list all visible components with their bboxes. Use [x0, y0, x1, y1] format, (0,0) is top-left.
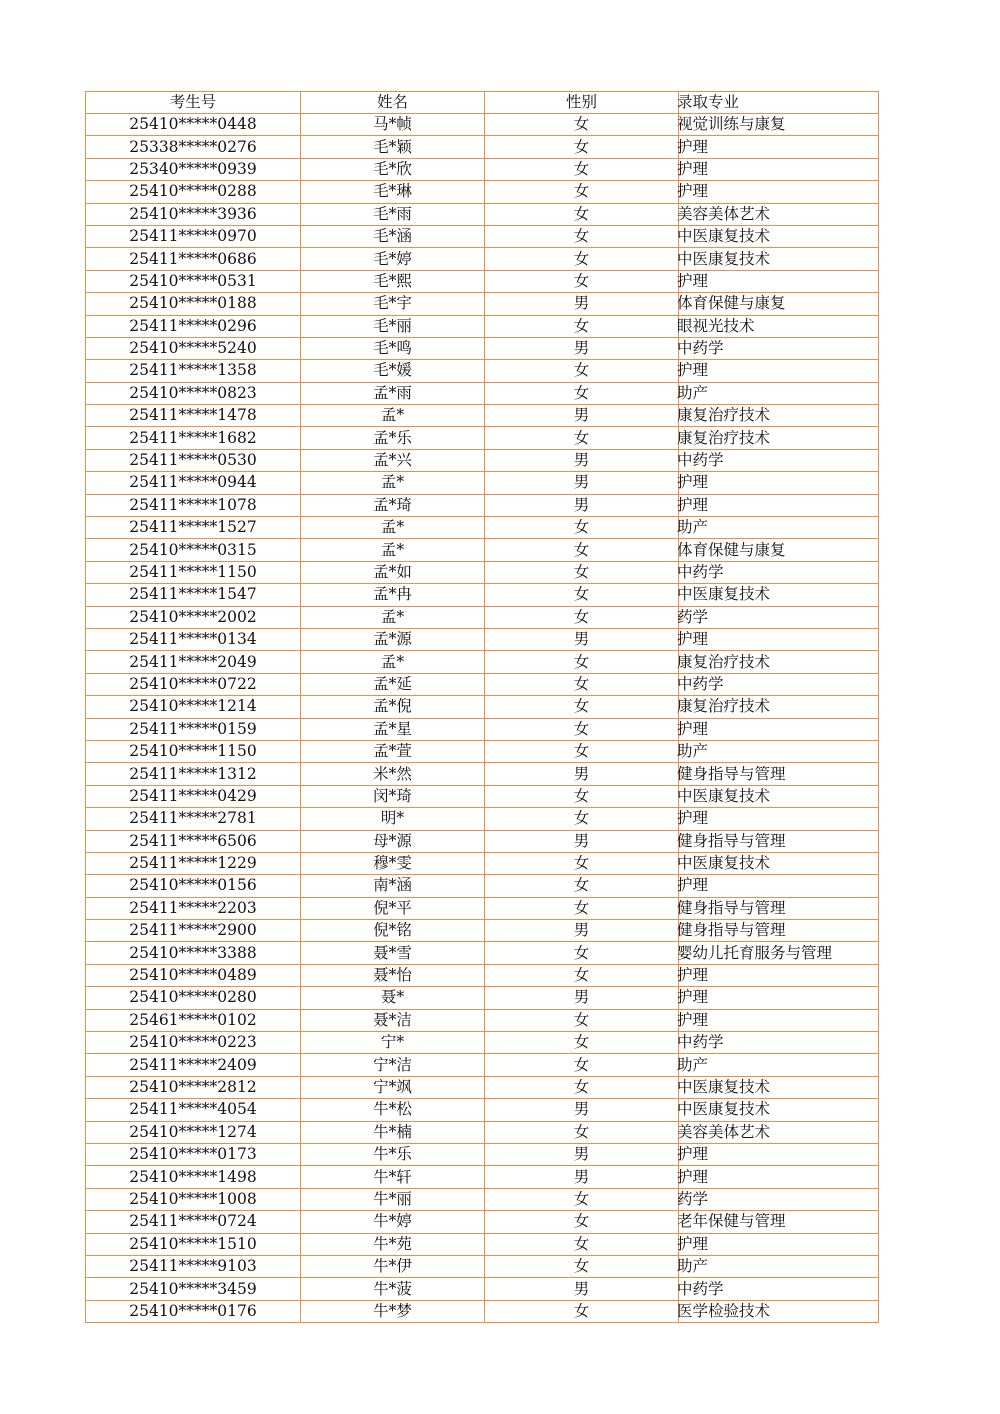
table-row — [86, 920, 879, 942]
cell-exam-id: 25411*****0530 — [86, 449, 301, 471]
cell-name: 聂*怡 — [301, 964, 485, 986]
table-row — [86, 964, 879, 986]
cell-exam-id: 25410*****0280 — [86, 987, 301, 1009]
table-row — [86, 248, 879, 270]
cell-major: 中药学 — [679, 673, 879, 695]
cell-major: 中医康复技术 — [679, 248, 879, 270]
cell-name: 倪*平 — [301, 897, 485, 919]
cell-major: 中医康复技术 — [679, 852, 879, 874]
cell-major: 美容美体艺术 — [679, 1121, 879, 1143]
cell-gender: 女 — [485, 427, 679, 449]
cell-gender: 女 — [485, 651, 679, 673]
table-row — [86, 1009, 879, 1031]
table-row — [86, 696, 879, 718]
cell-major: 护理 — [679, 270, 879, 292]
cell-major: 中医康复技术 — [679, 785, 879, 807]
cell-name: 闵*琦 — [301, 785, 485, 807]
cell-name: 孟*倪 — [301, 696, 485, 718]
cell-gender: 女 — [485, 785, 679, 807]
cell-name: 孟* — [301, 472, 485, 494]
cell-name: 倪*铭 — [301, 920, 485, 942]
cell-name: 明* — [301, 808, 485, 830]
cell-name: 毛*鸣 — [301, 337, 485, 359]
cell-exam-id: 25411*****2409 — [86, 1054, 301, 1076]
table-row — [86, 360, 879, 382]
cell-exam-id: 25340*****0939 — [86, 158, 301, 180]
cell-exam-id: 25411*****1358 — [86, 360, 301, 382]
cell-major: 护理 — [679, 1009, 879, 1031]
cell-major: 护理 — [679, 158, 879, 180]
cell-gender: 男 — [485, 763, 679, 785]
cell-name: 宁* — [301, 1032, 485, 1054]
cell-major: 护理 — [679, 181, 879, 203]
cell-gender: 女 — [485, 517, 679, 539]
cell-exam-id: 25411*****0159 — [86, 718, 301, 740]
cell-exam-id: 25410*****0288 — [86, 181, 301, 203]
cell-gender: 女 — [485, 1009, 679, 1031]
cell-name: 孟*萱 — [301, 740, 485, 762]
cell-gender: 女 — [485, 852, 679, 874]
cell-gender: 女 — [485, 1054, 679, 1076]
cell-exam-id: 25410*****0223 — [86, 1032, 301, 1054]
table-row — [86, 852, 879, 874]
cell-name: 聂*洁 — [301, 1009, 485, 1031]
table-row — [86, 1032, 879, 1054]
cell-name: 牛*丽 — [301, 1188, 485, 1210]
table-row — [86, 449, 879, 471]
cell-gender: 男 — [485, 628, 679, 650]
cell-gender: 女 — [485, 114, 679, 136]
cell-name: 毛*熙 — [301, 270, 485, 292]
table-row — [86, 517, 879, 539]
cell-name: 毛*婷 — [301, 248, 485, 270]
cell-exam-id: 25410*****0188 — [86, 293, 301, 315]
cell-name: 聂*雪 — [301, 942, 485, 964]
cell-major: 中药学 — [679, 1032, 879, 1054]
cell-gender: 女 — [485, 1032, 679, 1054]
cell-name: 孟*琦 — [301, 494, 485, 516]
cell-name: 马*帧 — [301, 114, 485, 136]
table-row — [86, 181, 879, 203]
cell-gender: 女 — [485, 1211, 679, 1233]
cell-gender: 女 — [485, 382, 679, 404]
cell-gender: 女 — [485, 1233, 679, 1255]
cell-name: 孟* — [301, 405, 485, 427]
cell-gender: 女 — [485, 673, 679, 695]
cell-exam-id: 25410*****1510 — [86, 1233, 301, 1255]
cell-name: 孟* — [301, 517, 485, 539]
cell-gender: 男 — [485, 494, 679, 516]
cell-name: 孟* — [301, 606, 485, 628]
cell-exam-id: 25410*****3936 — [86, 203, 301, 225]
cell-name: 母*源 — [301, 830, 485, 852]
cell-exam-id: 25411*****0970 — [86, 225, 301, 247]
cell-name: 宁*洁 — [301, 1054, 485, 1076]
cell-gender: 女 — [485, 248, 679, 270]
table-row — [86, 427, 879, 449]
cell-major: 康复治疗技术 — [679, 696, 879, 718]
table-row — [86, 628, 879, 650]
cell-exam-id: 25411*****2049 — [86, 651, 301, 673]
cell-exam-id: 25411*****6506 — [86, 830, 301, 852]
cell-gender: 男 — [485, 405, 679, 427]
cell-exam-id: 25410*****0315 — [86, 539, 301, 561]
cell-major: 中医康复技术 — [679, 1076, 879, 1098]
cell-exam-id: 25410*****0176 — [86, 1300, 301, 1322]
cell-major: 体育保健与康复 — [679, 539, 879, 561]
cell-name: 牛*松 — [301, 1099, 485, 1121]
cell-major: 护理 — [679, 718, 879, 740]
table-row — [86, 1076, 879, 1098]
cell-name: 毛*媛 — [301, 360, 485, 382]
cell-name: 牛*楠 — [301, 1121, 485, 1143]
cell-gender: 女 — [485, 225, 679, 247]
cell-gender: 女 — [485, 897, 679, 919]
cell-major: 康复治疗技术 — [679, 405, 879, 427]
cell-exam-id: 25411*****2781 — [86, 808, 301, 830]
cell-major: 护理 — [679, 494, 879, 516]
cell-exam-id: 25338*****0276 — [86, 136, 301, 158]
cell-gender: 女 — [485, 270, 679, 292]
cell-gender: 女 — [485, 875, 679, 897]
cell-name: 牛*伊 — [301, 1255, 485, 1277]
table-row — [86, 315, 879, 337]
cell-gender: 男 — [485, 830, 679, 852]
cell-name: 孟*延 — [301, 673, 485, 695]
cell-gender: 女 — [485, 606, 679, 628]
cell-name: 毛*丽 — [301, 315, 485, 337]
cell-gender: 女 — [485, 1255, 679, 1277]
table-row — [86, 1233, 879, 1255]
cell-exam-id: 25411*****1150 — [86, 561, 301, 583]
cell-exam-id: 25410*****1008 — [86, 1188, 301, 1210]
cell-name: 牛*苑 — [301, 1233, 485, 1255]
cell-gender: 女 — [485, 1121, 679, 1143]
cell-major: 体育保健与康复 — [679, 293, 879, 315]
cell-gender: 女 — [485, 740, 679, 762]
table-row — [86, 270, 879, 292]
cell-exam-id: 25410*****2002 — [86, 606, 301, 628]
cell-major: 护理 — [679, 875, 879, 897]
cell-major: 美容美体艺术 — [679, 203, 879, 225]
table-row — [86, 494, 879, 516]
cell-exam-id: 25411*****0686 — [86, 248, 301, 270]
cell-gender: 女 — [485, 942, 679, 964]
cell-exam-id: 25410*****0722 — [86, 673, 301, 695]
cell-major: 药学 — [679, 1188, 879, 1210]
cell-exam-id: 25411*****0429 — [86, 785, 301, 807]
cell-name: 孟*冉 — [301, 584, 485, 606]
cell-major: 视觉训练与康复 — [679, 114, 879, 136]
cell-major: 护理 — [679, 136, 879, 158]
cell-exam-id: 25411*****1478 — [86, 405, 301, 427]
cell-gender: 女 — [485, 1300, 679, 1322]
table-row — [86, 561, 879, 583]
cell-gender: 女 — [485, 539, 679, 561]
cell-name: 毛*宇 — [301, 293, 485, 315]
table-row — [86, 1188, 879, 1210]
table-row — [86, 718, 879, 740]
header-row — [86, 92, 879, 114]
cell-exam-id: 25410*****0489 — [86, 964, 301, 986]
cell-name: 聂* — [301, 987, 485, 1009]
cell-gender: 女 — [485, 808, 679, 830]
cell-major: 中药学 — [679, 561, 879, 583]
cell-major: 助产 — [679, 1054, 879, 1076]
cell-major: 健身指导与管理 — [679, 897, 879, 919]
header-gender: 性别 — [485, 92, 679, 114]
cell-exam-id: 25411*****0724 — [86, 1211, 301, 1233]
cell-major: 护理 — [679, 628, 879, 650]
table-row — [86, 875, 879, 897]
cell-major: 中药学 — [679, 449, 879, 471]
header-major: 录取专业 — [679, 92, 879, 114]
cell-exam-id: 25410*****3388 — [86, 942, 301, 964]
table-row — [86, 897, 879, 919]
cell-major: 婴幼儿托育服务与管理 — [679, 942, 879, 964]
cell-name: 孟*星 — [301, 718, 485, 740]
cell-gender: 女 — [485, 696, 679, 718]
cell-major: 康复治疗技术 — [679, 651, 879, 673]
cell-name: 毛*欣 — [301, 158, 485, 180]
cell-major: 健身指导与管理 — [679, 920, 879, 942]
cell-gender: 男 — [485, 293, 679, 315]
cell-name: 牛*婷 — [301, 1211, 485, 1233]
cell-major: 健身指导与管理 — [679, 763, 879, 785]
cell-name: 牛*梦 — [301, 1300, 485, 1322]
cell-exam-id: 25410*****1214 — [86, 696, 301, 718]
table-row — [86, 673, 879, 695]
cell-major: 护理 — [679, 1166, 879, 1188]
cell-exam-id: 25411*****1547 — [86, 584, 301, 606]
table-body — [86, 114, 879, 1323]
cell-exam-id: 25411*****2203 — [86, 897, 301, 919]
cell-exam-id: 25410*****0173 — [86, 1143, 301, 1165]
cell-major: 健身指导与管理 — [679, 830, 879, 852]
cell-exam-id: 25410*****5240 — [86, 337, 301, 359]
cell-name: 孟*源 — [301, 628, 485, 650]
cell-exam-id: 25410*****1150 — [86, 740, 301, 762]
cell-name: 宁*飒 — [301, 1076, 485, 1098]
cell-exam-id: 25411*****1527 — [86, 517, 301, 539]
cell-name: 孟* — [301, 651, 485, 673]
cell-gender: 男 — [485, 920, 679, 942]
cell-name: 毛*涵 — [301, 225, 485, 247]
table-row — [86, 1121, 879, 1143]
cell-gender: 男 — [485, 337, 679, 359]
cell-gender: 女 — [485, 136, 679, 158]
cell-major: 护理 — [679, 964, 879, 986]
cell-name: 毛*雨 — [301, 203, 485, 225]
table-row — [86, 584, 879, 606]
header-exam-id: 考生号 — [86, 92, 301, 114]
table-row — [86, 808, 879, 830]
cell-gender: 男 — [485, 1278, 679, 1300]
header-name: 姓名 — [301, 92, 485, 114]
cell-exam-id: 25410*****0823 — [86, 382, 301, 404]
cell-major: 中医康复技术 — [679, 1099, 879, 1121]
table-row — [86, 740, 879, 762]
cell-name: 孟*乐 — [301, 427, 485, 449]
table-row — [86, 651, 879, 673]
cell-gender: 男 — [485, 1143, 679, 1165]
table-row — [86, 1300, 879, 1322]
cell-exam-id: 25411*****4054 — [86, 1099, 301, 1121]
table-row — [86, 1054, 879, 1076]
cell-name: 毛*颖 — [301, 136, 485, 158]
cell-gender: 女 — [485, 964, 679, 986]
cell-major: 医学检验技术 — [679, 1300, 879, 1322]
cell-gender: 女 — [485, 718, 679, 740]
cell-exam-id: 25410*****0448 — [86, 114, 301, 136]
cell-exam-id: 25411*****2900 — [86, 920, 301, 942]
cell-gender: 男 — [485, 449, 679, 471]
cell-major: 中药学 — [679, 337, 879, 359]
cell-exam-id: 25411*****9103 — [86, 1255, 301, 1277]
cell-name: 牛*乐 — [301, 1143, 485, 1165]
cell-gender: 女 — [485, 181, 679, 203]
cell-major: 护理 — [679, 1233, 879, 1255]
cell-name: 孟* — [301, 539, 485, 561]
cell-name: 孟*雨 — [301, 382, 485, 404]
cell-gender: 女 — [485, 360, 679, 382]
table-row — [86, 203, 879, 225]
cell-major: 中医康复技术 — [679, 225, 879, 247]
table-row — [86, 293, 879, 315]
table-row — [86, 225, 879, 247]
cell-major: 康复治疗技术 — [679, 427, 879, 449]
cell-name: 孟*兴 — [301, 449, 485, 471]
table-row — [86, 785, 879, 807]
cell-name: 毛*琳 — [301, 181, 485, 203]
cell-gender: 女 — [485, 158, 679, 180]
cell-major: 助产 — [679, 740, 879, 762]
cell-gender: 女 — [485, 1076, 679, 1098]
cell-major: 护理 — [679, 987, 879, 1009]
cell-exam-id: 25411*****1078 — [86, 494, 301, 516]
cell-gender: 男 — [485, 1166, 679, 1188]
cell-major: 护理 — [679, 808, 879, 830]
cell-name: 穆*雯 — [301, 852, 485, 874]
cell-gender: 女 — [485, 1188, 679, 1210]
cell-major: 护理 — [679, 1143, 879, 1165]
cell-major: 助产 — [679, 1255, 879, 1277]
table-row — [86, 1211, 879, 1233]
table-row — [86, 337, 879, 359]
cell-exam-id: 25411*****1682 — [86, 427, 301, 449]
cell-name: 牛*轩 — [301, 1166, 485, 1188]
cell-major: 中药学 — [679, 1278, 879, 1300]
cell-major: 中医康复技术 — [679, 584, 879, 606]
table-row — [86, 1278, 879, 1300]
cell-major: 药学 — [679, 606, 879, 628]
cell-major: 护理 — [679, 472, 879, 494]
cell-gender: 女 — [485, 584, 679, 606]
table-row — [86, 158, 879, 180]
cell-major: 助产 — [679, 382, 879, 404]
table-row — [86, 1099, 879, 1121]
cell-exam-id: 25411*****1312 — [86, 763, 301, 785]
cell-exam-id: 25410*****1274 — [86, 1121, 301, 1143]
table-row — [86, 1166, 879, 1188]
cell-gender: 女 — [485, 315, 679, 337]
cell-exam-id: 25410*****3459 — [86, 1278, 301, 1300]
cell-exam-id: 25411*****1229 — [86, 852, 301, 874]
cell-exam-id: 25410*****2812 — [86, 1076, 301, 1098]
table-row — [86, 405, 879, 427]
table-row — [86, 1143, 879, 1165]
cell-exam-id: 25410*****0531 — [86, 270, 301, 292]
cell-exam-id: 25410*****0156 — [86, 875, 301, 897]
table-row — [86, 987, 879, 1009]
cell-exam-id: 25410*****1498 — [86, 1166, 301, 1188]
table-row — [86, 942, 879, 964]
cell-name: 孟*如 — [301, 561, 485, 583]
cell-gender: 男 — [485, 1099, 679, 1121]
cell-gender: 男 — [485, 472, 679, 494]
table-row — [86, 830, 879, 852]
cell-name: 南*涵 — [301, 875, 485, 897]
table-row — [86, 472, 879, 494]
table-row — [86, 1255, 879, 1277]
admission-table — [85, 91, 879, 1323]
cell-major: 老年保健与管理 — [679, 1211, 879, 1233]
table-row — [86, 763, 879, 785]
cell-exam-id: 25411*****0296 — [86, 315, 301, 337]
cell-major: 护理 — [679, 360, 879, 382]
table-row — [86, 136, 879, 158]
cell-gender: 女 — [485, 203, 679, 225]
cell-gender: 女 — [485, 561, 679, 583]
cell-exam-id: 25411*****0944 — [86, 472, 301, 494]
cell-gender: 男 — [485, 987, 679, 1009]
cell-exam-id: 25411*****0134 — [86, 628, 301, 650]
table-row — [86, 382, 879, 404]
cell-major: 助产 — [679, 517, 879, 539]
cell-name: 米*然 — [301, 763, 485, 785]
table-row — [86, 114, 879, 136]
table-row — [86, 606, 879, 628]
cell-major: 眼视光技术 — [679, 315, 879, 337]
cell-exam-id: 25461*****0102 — [86, 1009, 301, 1031]
table-row — [86, 539, 879, 561]
cell-name: 牛*菠 — [301, 1278, 485, 1300]
